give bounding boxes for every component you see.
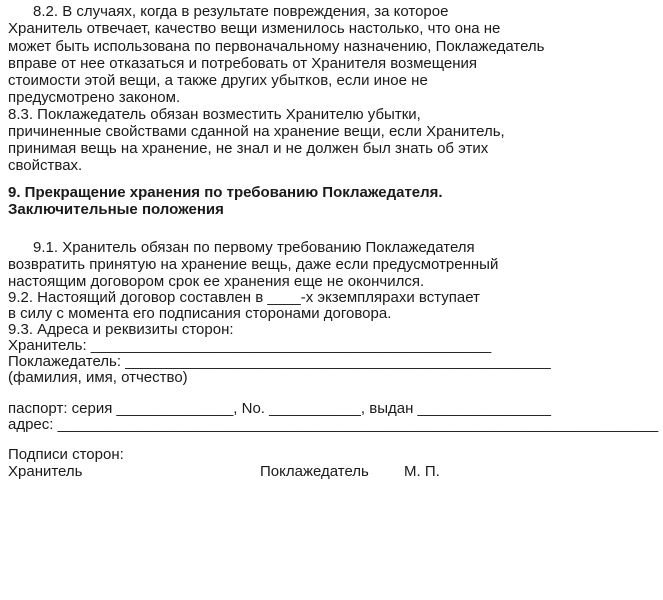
clause-9-2-line-2: в силу с момента его подписания сторонами договора. bbox=[8, 305, 392, 322]
seal-mark: М. П. bbox=[404, 463, 440, 480]
section-9-heading-line-1: 9. Прекращение хранения по требованию Поклажедателя. bbox=[8, 184, 443, 201]
clause-9-1-line-2: возвратить принятую на хранение вещь, даже если предусмотренный bbox=[8, 256, 499, 273]
clause-8-3-line-4: свойствах. bbox=[8, 157, 83, 174]
clause-8-2-line-4: вправе от нее отказаться и потребовать от Хранителя возмещения bbox=[8, 55, 478, 72]
full-name-hint: (фамилия, имя, отчество) bbox=[8, 369, 188, 386]
address-field: адрес: ________________________________________________________________________ bbox=[8, 416, 659, 433]
clause-8-2-line-5: стоимости этой вещи, а также других убытков, если иное не bbox=[8, 72, 428, 89]
passport-field: паспорт: серия ______________, No. ___________, выдан ________________ bbox=[8, 400, 552, 417]
signature-keeper: Хранитель bbox=[8, 463, 83, 480]
clause-9-1-line-3: настоящим договором срок ее хранения еще не окончился. bbox=[8, 273, 425, 290]
clause-8-2-line-1: 8.2. В случаях, когда в результате повреждения, за которое bbox=[8, 3, 449, 20]
clause-9-3-title: 9.3. Адреса и реквизиты сторон: bbox=[8, 321, 234, 338]
clause-8-3-line-2: причиненные свойствами сданной на хранение вещи, если Хранитель, bbox=[8, 123, 505, 140]
keeper-field: Хранитель: ________________________________________________ bbox=[8, 337, 492, 354]
clause-8-2-line-2: Хранитель отвечает, качество вещи изменилось настолько, что она не bbox=[8, 20, 501, 37]
clause-8-2-line-6: предусмотрено законом. bbox=[8, 89, 181, 106]
depositor-field: Поклажедатель: ___________________________________________________ bbox=[8, 353, 551, 370]
clause-9-2-line-1: 9.2. Настоящий договор составлен в ____-х экземплярахи вступает bbox=[8, 289, 480, 306]
clause-9-1-line-1: 9.1. Хранитель обязан по первому требованию Поклажедателя bbox=[8, 239, 475, 256]
clause-8-3-line-1: 8.3. Поклажедатель обязан возместить Хранителю убытки, bbox=[8, 106, 421, 123]
section-9-heading-line-2: Заключительные положения bbox=[8, 201, 224, 218]
clause-8-2-line-3: может быть использована по первоначальному назначению, Поклажедатель bbox=[8, 38, 545, 55]
clause-8-3-line-3: принимая вещь на хранение, не знал и не должен был знать об этих bbox=[8, 140, 489, 157]
signatures-title: Подписи сторон: bbox=[8, 446, 124, 463]
signature-depositor: Поклажедатель bbox=[260, 463, 369, 480]
